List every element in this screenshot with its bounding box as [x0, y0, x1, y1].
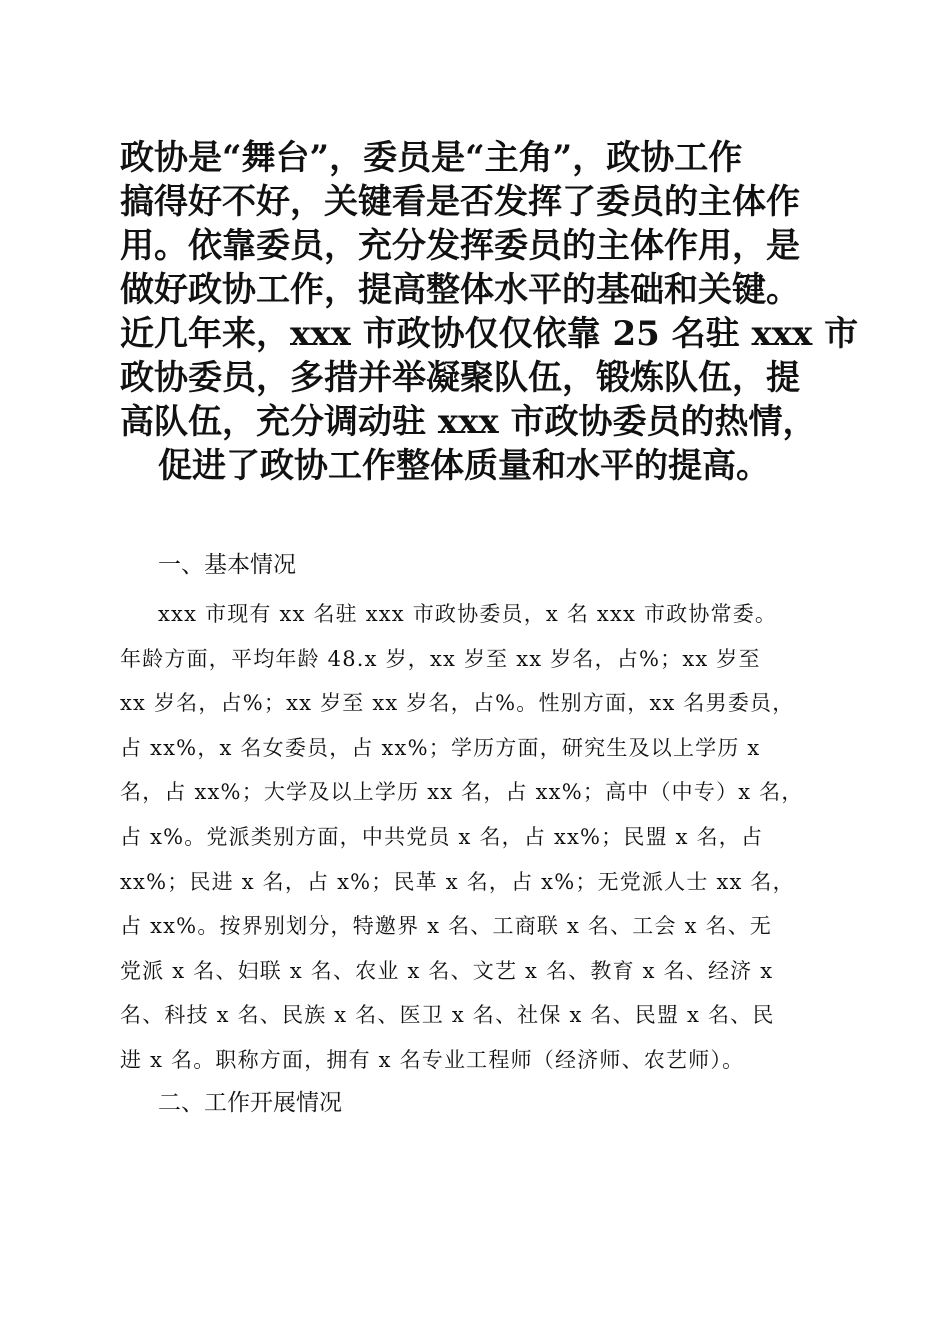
intro-line: 政协委员，多措并举凝聚队伍，锻炼队伍，提 — [120, 358, 800, 398]
body-line: 年龄方面，平均年龄 48.x 岁，xx 岁至 xx 岁名，占%；xx 岁至 — [120, 646, 761, 671]
intro-line: 搞得好不好，关键看是否发挥了委员的主体作 — [120, 182, 800, 222]
section-body-basic-situation — [120, 592, 835, 1083]
body-line: 名，占 xx%；大学及以上学历 xx 名，占 xx%；高中（中专）x 名， — [120, 780, 804, 805]
body-line: 占 x%。党派类别方面，中共党员 x 名，占 xx%；民盟 x 名，占 — [120, 824, 764, 849]
section-heading-work-progress: 二、工作开展情况 — [158, 1090, 342, 1116]
body-line: 占 xx%，x 名女委员，占 xx%；学历方面，研究生及以上学历 x — [120, 735, 761, 760]
intro-line: 用。依靠委员，充分发挥委员的主体作用，是 — [120, 226, 800, 266]
body-line: xx%；民进 x 名，占 x%；民革 x 名，占 x%；无党派人士 xx 名， — [120, 869, 795, 894]
intro-line: 近几年来，xxx 市政协仅仅依靠 25 名驻 xxx 市 — [120, 314, 859, 354]
intro-line: 政协是“舞台”，委员是“主角”，政协工作 — [120, 138, 743, 178]
body-line: 占 xx%。按界别划分，特邀界 x 名、工商联 x 名、工会 x 名、无 — [120, 914, 773, 939]
body-line: 名、科技 x 名、民族 x 名、医卫 x 名、社保 x 名、民盟 x 名、民 — [120, 1003, 775, 1028]
body-line: 党派 x 名、妇联 x 名、农业 x 名、文艺 x 名、教育 x 名、经济 x — [120, 958, 774, 983]
body-line: xxx 市现有 xx 名驻 xxx 市政协委员，x 名 xxx 市政协常委。 — [158, 602, 778, 626]
intro-line: 做好政协工作，提高整体水平的基础和关键。 — [120, 270, 800, 310]
intro-paragraph — [120, 136, 859, 488]
section-heading-basic-situation: 一、基本情况 — [158, 552, 296, 578]
intro-line: 高队伍，充分调动驻 xxx 市政协委员的热情， — [120, 402, 817, 442]
intro-line: 促进了政协工作整体质量和水平的提高。 — [158, 446, 770, 486]
body-line: 进 x 名。职称方面，拥有 x 名专业工程师（经济师、农艺师）。 — [120, 1047, 745, 1072]
body-line: xx 岁名，占%；xx 岁至 xx 岁名，占%。性别方面，xx 名男委员， — [120, 691, 795, 716]
